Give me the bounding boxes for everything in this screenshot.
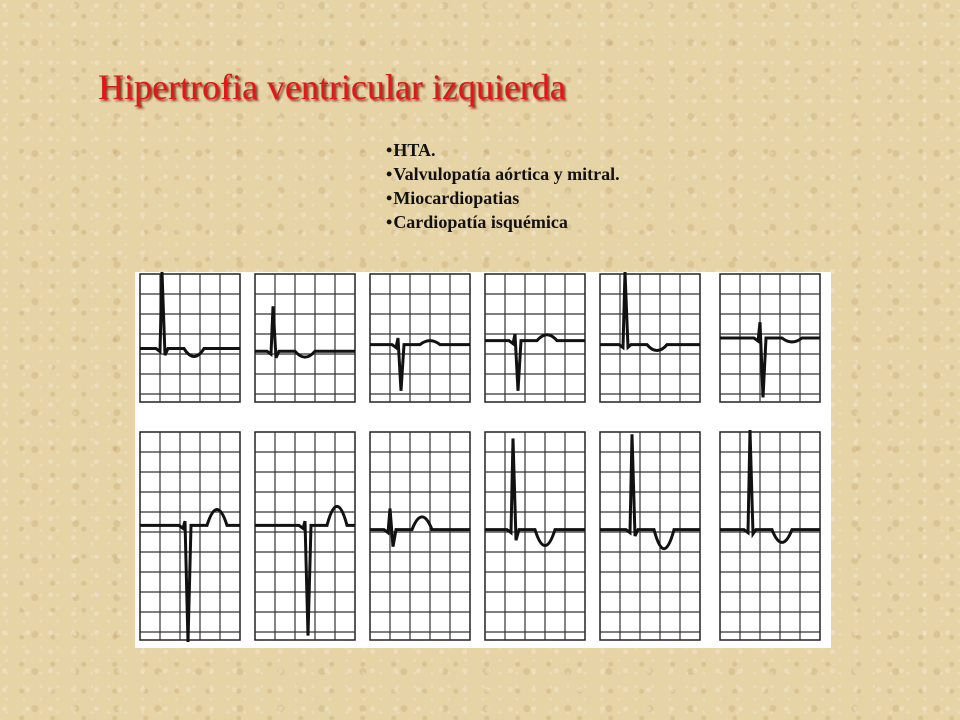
bullet-list [386, 138, 620, 234]
ecg-lead-grid [485, 274, 585, 402]
ecg-waveform [485, 334, 585, 391]
ecg-lead-grid [600, 274, 700, 402]
ecg-image [135, 272, 831, 648]
ecg-waveform [140, 510, 240, 643]
ecg-waveform [720, 430, 820, 542]
slide-title: Hipertrofia ventricular izquierda [98, 67, 566, 107]
ecg-lead-grid [370, 432, 470, 640]
bullet-item: • HTA. [386, 138, 620, 162]
ecg-lead-grid [140, 274, 240, 402]
ecg-lead-grid [720, 432, 820, 640]
ecg-lead-grid [370, 274, 470, 402]
ecg-waveform [370, 338, 470, 391]
bullet-item: • Valvulopatía aórtica y mitral. [386, 162, 620, 186]
ecg-lead-grid [485, 432, 585, 640]
ecg-waveform [255, 506, 355, 635]
bullet-item: • Cardiopatía isquémica [386, 210, 620, 234]
bullet-item: • Miocardiopatias [386, 186, 620, 210]
ecg-tracing [135, 272, 831, 648]
ecg-lead-grid [255, 274, 355, 402]
ecg-waveform [370, 508, 470, 546]
ecg-lead-grid [600, 432, 700, 640]
ecg-waveform [600, 272, 700, 351]
